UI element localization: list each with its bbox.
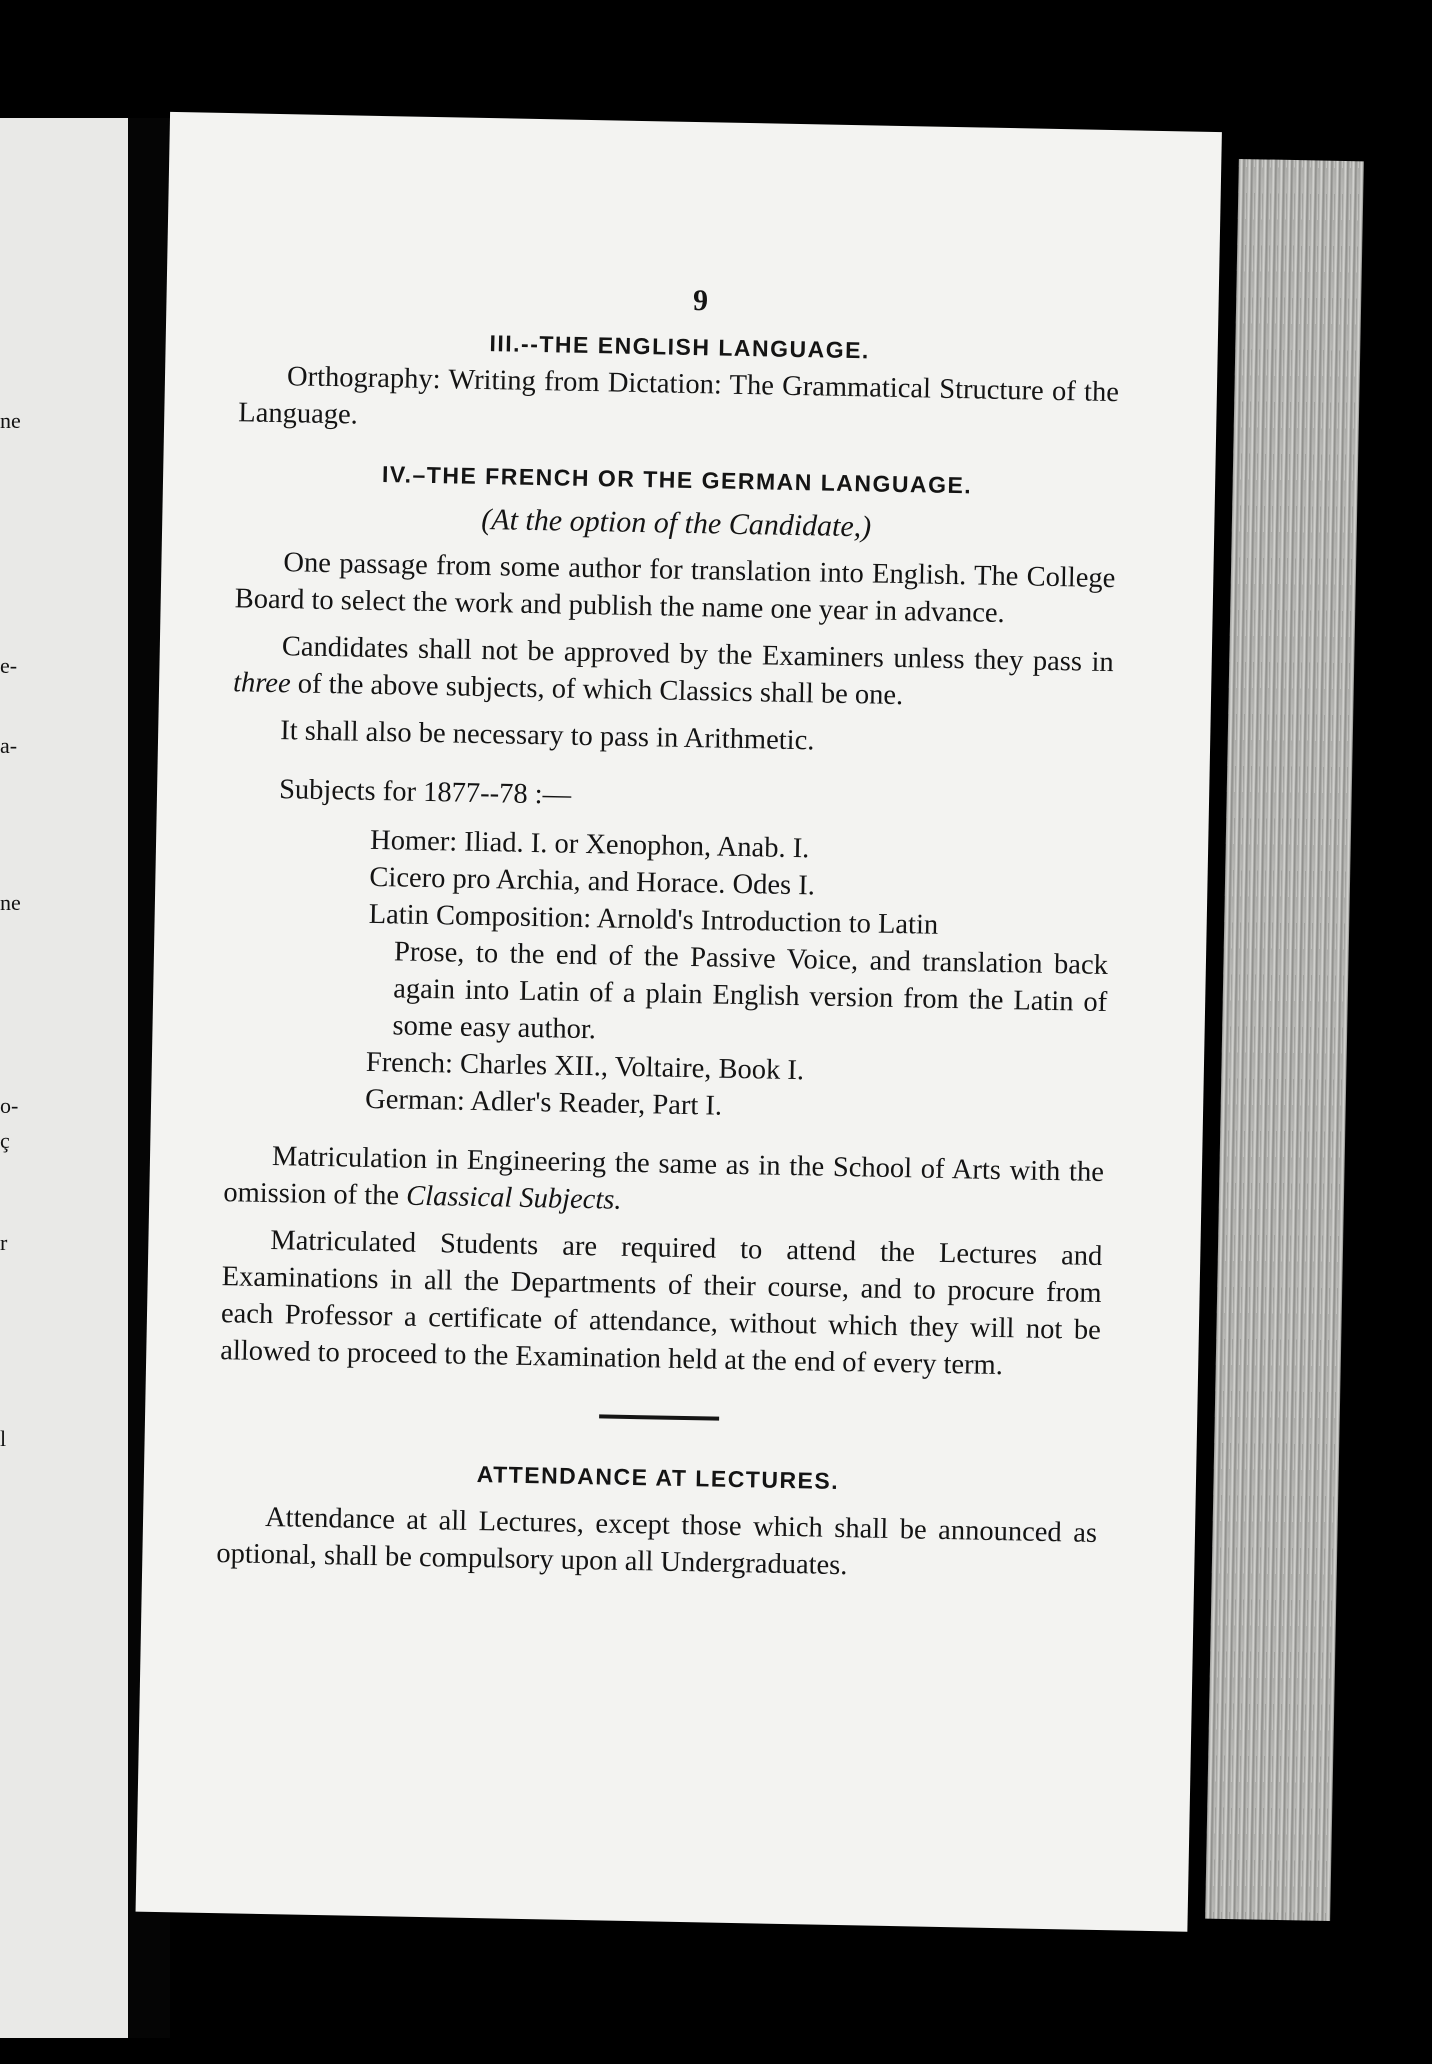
- attendance-heading: ATTENDANCE AT LECTURES.: [476, 1461, 840, 1494]
- arithmetic-paragraph: It shall also be necessary to pass in Arithmetic.: [279, 715, 815, 757]
- subject-french: French: Charles XII., Voltaire, Book I.: [365, 1046, 805, 1087]
- left-fragment: r: [0, 1230, 8, 1255]
- page-content: [216, 273, 1121, 1589]
- attendance-paragraph: Attendance at all Lectures, except those which shall be announced as optional, shall be compulsory upon all Undergraduates.: [216, 1501, 1098, 1582]
- english-paragraph: Orthography: Writing from Dictation: The Grammatical Structure of the Language.: [238, 361, 1120, 431]
- translation-paragraph: One passage from some author for translation into English. The College Board to select the work and publish the name one year in advance.: [234, 547, 1116, 630]
- approval-text-after: of the above subjects, of which Classics shall be one.: [297, 668, 904, 712]
- left-fragment: l: [0, 1426, 7, 1451]
- subject-cicero: Cicero pro Archia, and Horace. Odes I.: [369, 861, 816, 902]
- left-fragment: ne: [0, 890, 21, 915]
- approval-paragraph: [233, 627, 1114, 718]
- matriculated-students-paragraph: Matriculated Students are required to attend the Lectures and Examinations in all the Departments of their course, and to procure from each Professor a certificate of attendance, without which they will not be allowed to proceed to the Examination held at the end of every term.: [220, 1225, 1103, 1382]
- left-fragment: o-: [0, 1093, 19, 1118]
- subject-latin-continued: Prose, to the end of the Passive Voice, and translation back again into Latin of a plain English version from the Latin of some easy author.: [392, 936, 1109, 1046]
- page-edges: [1205, 159, 1364, 1921]
- approval-text-emphasis: three: [232, 667, 291, 700]
- engineering-paragraph: [223, 1137, 1104, 1228]
- classical-subjects-emphasis: Classical Subjects.: [405, 1180, 622, 1216]
- book-page: [136, 112, 1222, 1932]
- subjects-list: [365, 822, 1111, 1132]
- left-fragment: ne: [0, 408, 21, 433]
- approval-text-before: Candidates shall not be approved by the Examiners unless they pass in: [281, 631, 1114, 679]
- option-subheading: (At the option of the Candidate,): [481, 502, 872, 544]
- page-number: 9: [692, 283, 709, 318]
- subject-latin: Latin Composition: Arnold's Introduction to Latin: [368, 898, 939, 941]
- subjects-intro: Subjects for 1877--78 :—: [278, 774, 572, 811]
- left-fragment: a-: [0, 733, 18, 758]
- subject-german: German: Adler's Reader, Part I.: [364, 1083, 723, 1122]
- section-divider: [599, 1414, 719, 1420]
- section-heading-french-german: IV.–THE FRENCH OR THE GERMAN LANGUAGE.: [381, 461, 973, 499]
- left-facing-page: [0, 118, 128, 2038]
- section-heading-english: III.--THE ENGLISH LANGUAGE.: [489, 330, 871, 364]
- engineering-text: Matriculation in Engineering the same as in the School of Arts with the omission of the: [223, 1141, 1105, 1212]
- left-fragment: ç: [0, 1128, 10, 1153]
- subject-homer: Homer: Iliad. I. or Xenophon, Anab. I.: [369, 824, 810, 865]
- left-fragment: e-: [0, 653, 18, 678]
